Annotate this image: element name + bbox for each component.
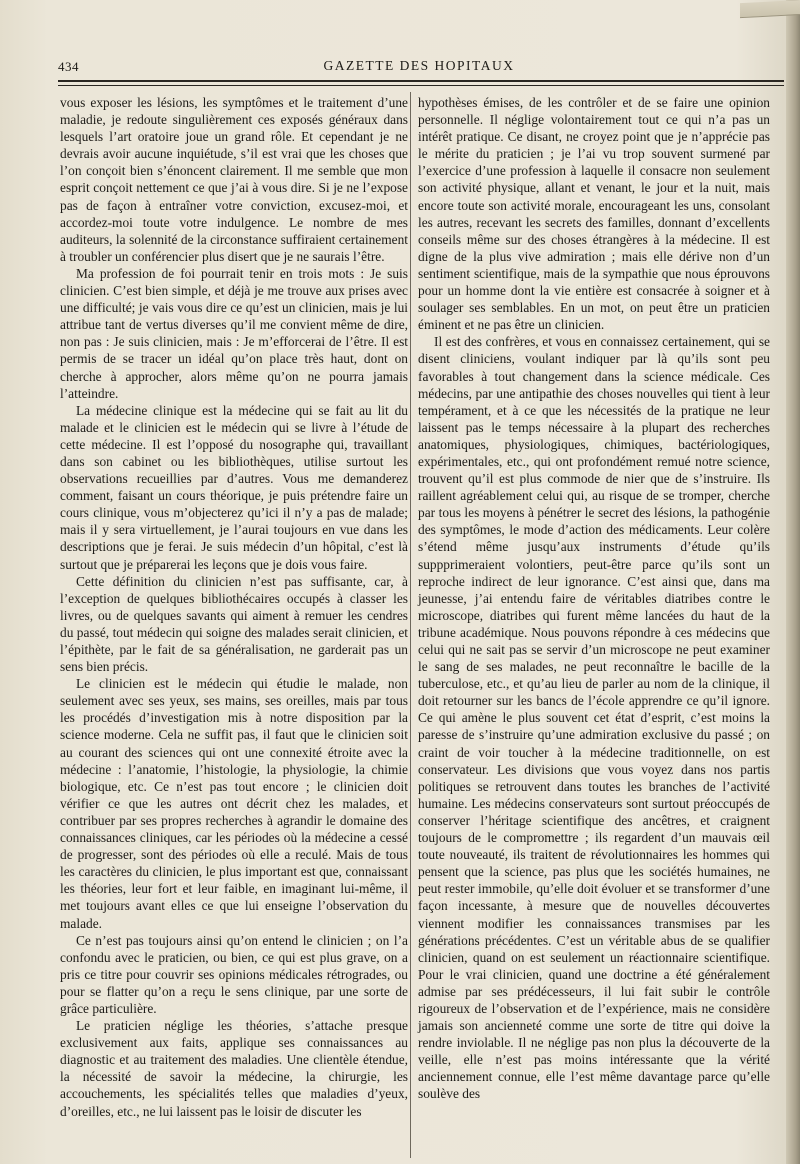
paragraph: vous exposer les lésions, les symptômes et le traitement d’une maladie, je redoute singulièrement ces exposés généraux dans lesquels l’art oratoire joue un grand rôle. Et cependant je ne devrais avoir aucune inquiétude, s’il est vrai que les choses que l’on conçoit bien s’énoncent clairement. Il me semble que mon esprit conçoit nettement ce que j’ai à vous dire. Si je ne l’expose pas de façon à entraîner votre conviction, excusez-moi, et accordez-moi toute votre indulgence. Le nombre de mes auditeurs, la solennité de la circonstance suffiraient certainement à troubler un conférencier plus disert que je ne saurais l’être.	[60, 95, 408, 264]
left-column	[60, 94, 408, 1120]
paragraph: Ma profession de foi pourrait tenir en trois mots : Je suis clinicien. C’est bien simple, et déjà je me trouve aux prises avec une difficulté; je vais vous dire ce qu’est un clinicien, mais je lui attribue tant de vertus diverses qu’il me convient même de dire, non pas : Je suis clinicien, mais : Je m’efforcerai de l’être. Il est permis de se tracer un idéal qu’on place très haut, dont on cherche à approcher, alors même qu’on ne pourra jamais l’atteindre.	[60, 265, 408, 401]
paragraph: Le praticien néglige les théories, s’attache presque exclusivement aux faits, applique ses connaissances au diagnostic et au traitement des maladies. Une clientèle étendue, la nécessité de savoir la médecine, la chirurgie, les accouchements, les spécialités telles que maladies d’yeux, d’oreilles, etc., ne lui laissent pas le loisir de discuter les	[60, 1018, 408, 1119]
paragraph: Il est des confrères, et vous en connaissez certainement, qui se disent cliniciens, voulant indiquer par là qu’ils sont peu favorables à tout changement dans la science médicale. Ces médecins, par une antipathie des choses nouvelles qui tient à leur tempérament, et à ce que les nécessités de la pratique ne leur laissent pas le temps nécessaire à la plupart des recherches anatomiques, physiologiques, chimiques, bactériologiques, expérimentales, etc., qui ont profondément remué notre science, trouvent qu’il est plus commode de nier que de s’instruire. Ils raillent agréablement celui qui, au risque de se tromper, cherche par tous les moyens à pénétrer le secret des lésions, la pathogénie des symptômes, le mode d’action des médicaments. Leur colère s’étend même jusqu’aux instruments d’étude qu’ils suppprimeraient volontiers, peut-être parce qu’ils sont un reproche indirect de leur ignorance. C’est ainsi que, dans ma jeunesse, j’ai entendu faire de véritables diatribes contre le microscope, diatribes qui furent même lancées du haut de la tribune académique. Nous pouvons répondre à ces médecins que celui qui ne sait pas se servir d’un microscope ne peut examiner le sang de ses malades, ne peut reconnaître le bacille de la tuberculose, etc., et qu’au lieu de parler au nom de la clinique, il doit retourner sur les bancs de l’école apprendre ce qu’il ignore. Ce qui amène le plus souvent cet état d’esprit, c’est moins la paresse de s’instruire qu’une admiration exclusive du passé ; on craint de voir toucher à la médecine traditionnelle, on est conservateur. Les divisions que vous voyez dans nos partis politiques se retrouvent dans toutes les branches de l’activité humaine. Les médecins conservateurs sont surtout préoccupés de conserver l’héritage scientifique des ancêtres, et craignent toujours de le compromettre ; ils regardent d’un mauvais œil toute nouveauté, ils traitent de révolutionnaires les hommes qui pensent que la science, pas plus que les sociétés humaines, ne peut rester immobile, qu’elle doit évoluer et se transformer d’une façon incessante, à mesure que de nouvelles découvertes viennent modifier les connaissances transmises par les générations précédentes. C’est un véritable abus de se qualifier clinicien, quand on est seulement un réactionnaire scientifique. Pour le vrai clinicien, quand une doctrine a été généralement admise par ses prédécesseurs, il lui fait subir le contrôle rigoureux de l’observation et de l’expérience, mais ne considère jamais son ancienneté comme une sorte de titre qui doive la rendre inviolable. Il ne néglige pas non plus la découverte de la veille, elle n’est pas moins intéressante que la vérité anciennement connue, elle l’est même davantage parce qu’elle soulève des	[418, 334, 770, 1102]
paragraph: La médecine clinique est la médecine qui se fait au lit du malade et le clinicien est le médecin qui se livre à l’étude de cette médecine. Il est l’opposé du nosographe qui, travaillant dans son cabinet ou les bibliothèques, utilise surtout les observations recueillies par d’autres. Vous me demanderez comment, faisant un cours théorique, je puis prétendre faire un cours clinique, vous m’objecterez qu’ici il n’y a pas de malade; mais il y sera virtuellement, je l’aurai toujours en vue dans les descriptions que je ferai. Je suis médecin d’un hôpital, c’est là surtout que je préparerai les leçons que je dois vous faire.	[60, 402, 408, 572]
page-binding-shadow	[786, 0, 800, 1164]
right-column	[418, 94, 770, 1103]
journal-title: GAZETTE DES HOPITAUX	[323, 58, 515, 73]
paragraph: Ce n’est pas toujours ainsi qu’on entend le clinicien ; on l’a confondu avec le praticien, ou bien, ce qui est plus grave, on a pris ce titre pour couvrir ses opinions médicales rétrogrades, ou pour se flatter qu’on a reçu le sens clinique, par une sorte de grâce particulière.	[60, 932, 408, 1016]
page-corner-fold	[740, 0, 800, 18]
running-header	[58, 56, 780, 78]
page-number: 434	[58, 59, 79, 74]
paragraph: hypothèses émises, de les contrôler et de se faire une opinion personnelle. Il néglige volontairement tout ce qui n’a pas un intérêt pratique. Ce disant, ne croyez point que je n’apprécie pas le mérite du praticien ; je l’ai vu trop souvent surmené par l’exercice d’une profession à laquelle il consacre non seulement son activité physique, allant et venant, le jour et la nuit, mais encore toute son activité morale, encourageant les uns, consolant les autres, recevant les secrets des familles, donnant d’excellents conseils même sur des choses étrangères à la médecine. Il est digne de la plus vive admiration ; mais elle dérive non d’un sentiment scientifique, mais de la sympathie que nous éprouvons pour un homme dont la vie entière est consacrée à soigner et à soulager ses semblables. En un mot, on peut être un praticien éminent et ne pas être un clinicien.	[418, 95, 770, 333]
header-rule-thick	[58, 80, 784, 82]
paragraph: Le clinicien est le médecin qui étudie le malade, non seulement avec ses yeux, ses mains, ses oreilles, mais par tous les procédés d’investigation mis à notre disposition par la science moderne. Cela ne suffit pas, il faut que le clinicien soit au courant des sciences qui ont une connexité étroite avec la médecine : l’anatomie, l’histologie, la physiologie, la chimie biologique, etc. Ce n’est pas tout encore ; le clinicien doit vérifier ce que les autres ont décrit chez les malades, et contribuer par ses propres recherches à agrandir le domaine des connaissances cliniques, car les périodes où la médecine a cessé de progresser, sont des périodes où elle a reculé. Mais de tous les caractères du clinicien, le plus important est que, connaissant les théories, leur fort et leur faible, en imaginant lui-même, il met toujours avant elles ce que lui enseigne l’observation du malade.	[60, 676, 408, 931]
header-rule-thin	[58, 85, 784, 86]
paragraph: Cette définition du clinicien n’est pas suffisante, car, à l’exception de quelques bibliothécaires occupés à classer les livres, ou de quelques savants qui aiment à remuer les cendres du passé, tout médecin qui soigne des malades serait clinicien, et l’épithète, par le fait de sa généralisation, ne garderait pas un sens bien précis.	[60, 573, 408, 675]
column-divider	[410, 92, 411, 1158]
